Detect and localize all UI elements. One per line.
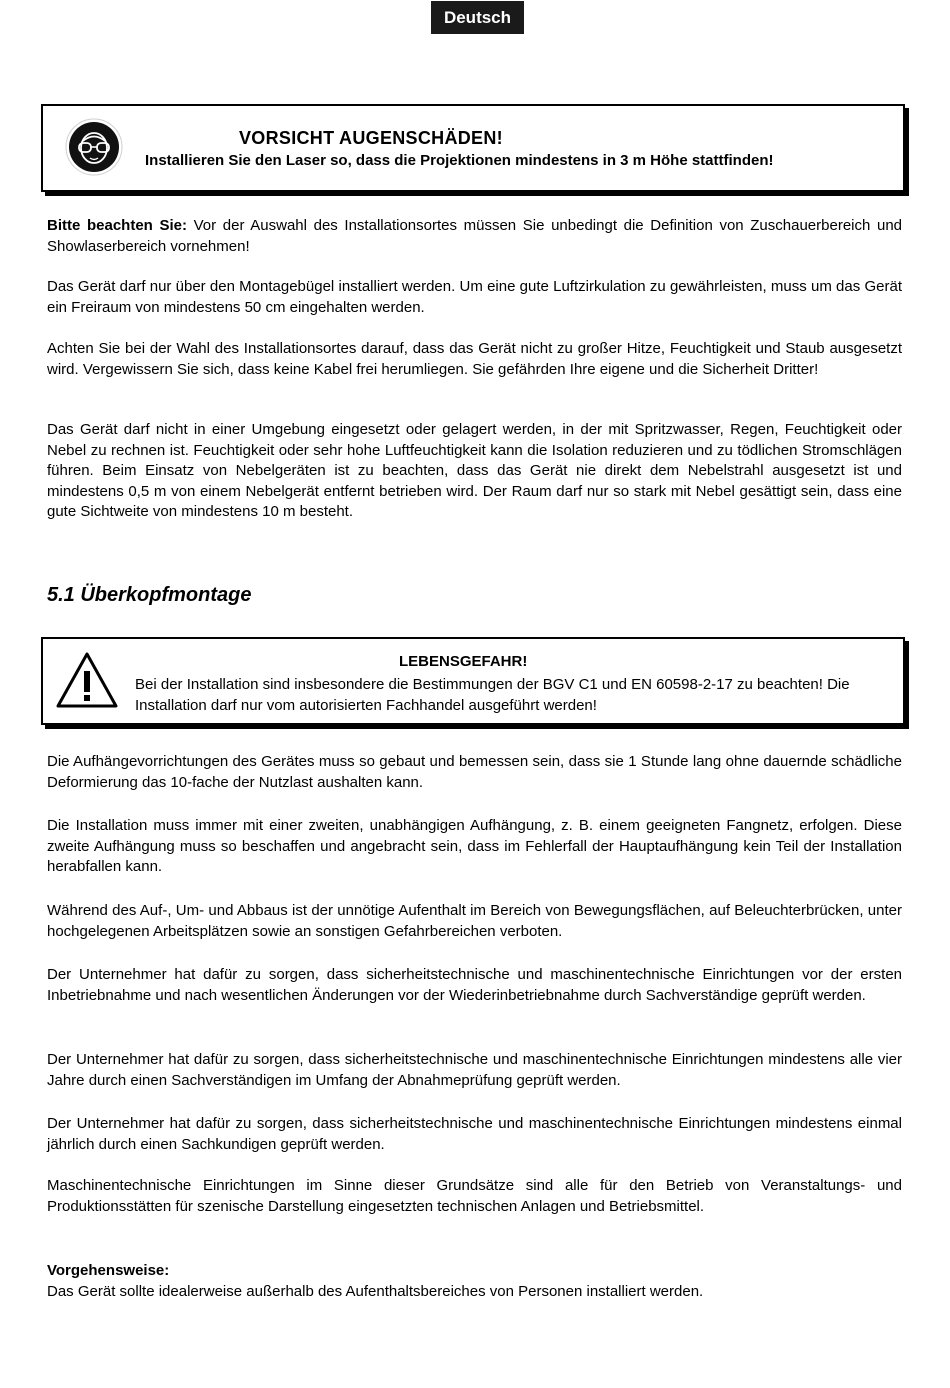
eye-warning-box [41,104,905,192]
section-title: 5.1 Überkopfmontage [47,584,252,606]
danger-warning-text: Bei der Installation sind insbesondere die Bestimmungen der BGV C1 und EN 60598-2-17 zu beachten! Die Installation darf nur vom autorisierten Fachhandel ausgeführt werden! [135,676,850,714]
intro-paragraph-4: Das Gerät darf nicht in einer Umgebung eingesetzt oder gelagert werden, in der mit Spritzwasser, Regen, Feuchtigkeit oder Nebel zu rechnen ist. Feuchtigkeit oder sehr hohe Luftfeuchtigkeit kann die Isolation reduzieren und zu tödlichen Stromschlägen führen. Beim Einsatz von Nebelgeräten ist zu beachten, dass das Gerät nie direkt dem Nebelstrahl ausgesetzt ist und mindestens 0,5 m von einem Nebelgerät entfernt betrieben wird. Der Raum darf nur so stark mit Nebel gesättigt sein, dass eine gute Sichtweite von mindestens 10 m besteht. [47,421,902,521]
body-paragraph-4: Der Unternehmer hat dafür zu sorgen, dass sicherheitstechnische und maschinentechnische Einrichtungen vor der ersten Inbetriebnahme und nach wesentlichen Änderungen vor der Wiederinbetriebnahme durch Sachverständige geprüft werden. [47,966,902,1004]
procedure-paragraph [47,1261,902,1302]
body-paragraph-5: Der Unternehmer hat dafür zu sorgen, dass sicherheitstechnische und maschinentechnische Einrichtungen mindestens alle vier Jahre durch einen Sachverständigen im Umfang der Abnahmeprüfung geprüft werden. [47,1051,902,1089]
language-badge: Deutsch [431,1,524,34]
procedure-text: Das Gerät sollte idealerweise außerhalb des Aufenthaltsbereiches von Personen installiert werden. [47,1282,704,1300]
warning-triangle-icon [55,651,119,709]
body-paragraph-3: Während des Auf-, Um- und Abbaus ist der unnötige Aufenthalt im Bereich von Bewegungsflächen, auf Beleuchterbrücken, unter hochgelegenen Arbeitsplätzen sowie an sonstigen Gefahrbereichen verboten. [47,902,902,940]
body-paragraph-1: Die Aufhängevorrichtungen des Gerätes muss so gebaut und bemessen sein, dass sie 1 Stunde lang ohne dauernde schädliche Deformierung das 10-fache der Nutzlast aushalten kann. [47,753,902,791]
intro-paragraph-1: Bitte beachten Sie: Vor der Auswahl des Installationsortes müssen Sie unbedingt die Definition von Zuschauerbereich und Showlaserbereich vornehmen! [47,217,903,255]
intro-label: Bitte beachten Sie: [47,217,187,234]
procedure-label: Vorgehensweise: [47,1262,170,1279]
goggles-icon [65,118,123,176]
danger-warning-box [41,637,905,725]
eye-warning-text: Installieren Sie den Laser so, dass die Projektionen mindestens in 3 m Höhe stattfinden! [145,152,774,169]
danger-warning-title: LEBENSGEFAHR! [399,653,528,670]
eye-warning-title: VORSICHT AUGENSCHÄDEN! [239,128,503,148]
intro-paragraph-2: Das Gerät darf nur über den Montagebügel installiert werden. Um eine gute Luftzirkulation zu gewährleisten, muss um das Gerät ein Freiraum von mindestens 50 cm eingehalten werden. [47,278,902,316]
body-paragraph-7: Maschinentechnische Einrichtungen im Sinne dieser Grundsätze sind alle für den Betrieb von Veranstaltungs- und Produktionsstätten für szenische Darstellung eingesetzten technischen Anlagen und Betriebsmittel. [47,1177,902,1215]
body-paragraph-6: Der Unternehmer hat dafür zu sorgen, dass sicherheitstechnische und maschinentechnische Einrichtungen mindestens einmal jährlich durch einen Sachkundigen geprüft werden. [47,1115,902,1153]
intro-paragraph-3: Achten Sie bei der Wahl des Installationsortes darauf, dass das Gerät nicht zu großer Hitze, Feuchtigkeit und Staub ausgesetzt wird. Vergewissern Sie sich, dass keine Kabel frei herumliegen. Sie gefährden Ihre eigene und die Sicherheit Dritter! [47,340,902,378]
body-paragraph-2: Die Installation muss immer mit einer zweiten, unabhängigen Aufhängung, z. B. einem geeigneten Fangnetz, erfolgen. Diese zweite Aufhängung muss so beschaffen und angebracht sein, dass im Fehlerfall der Hauptaufhängung kein Teil der Installation herabfallen kann. [47,817,902,876]
